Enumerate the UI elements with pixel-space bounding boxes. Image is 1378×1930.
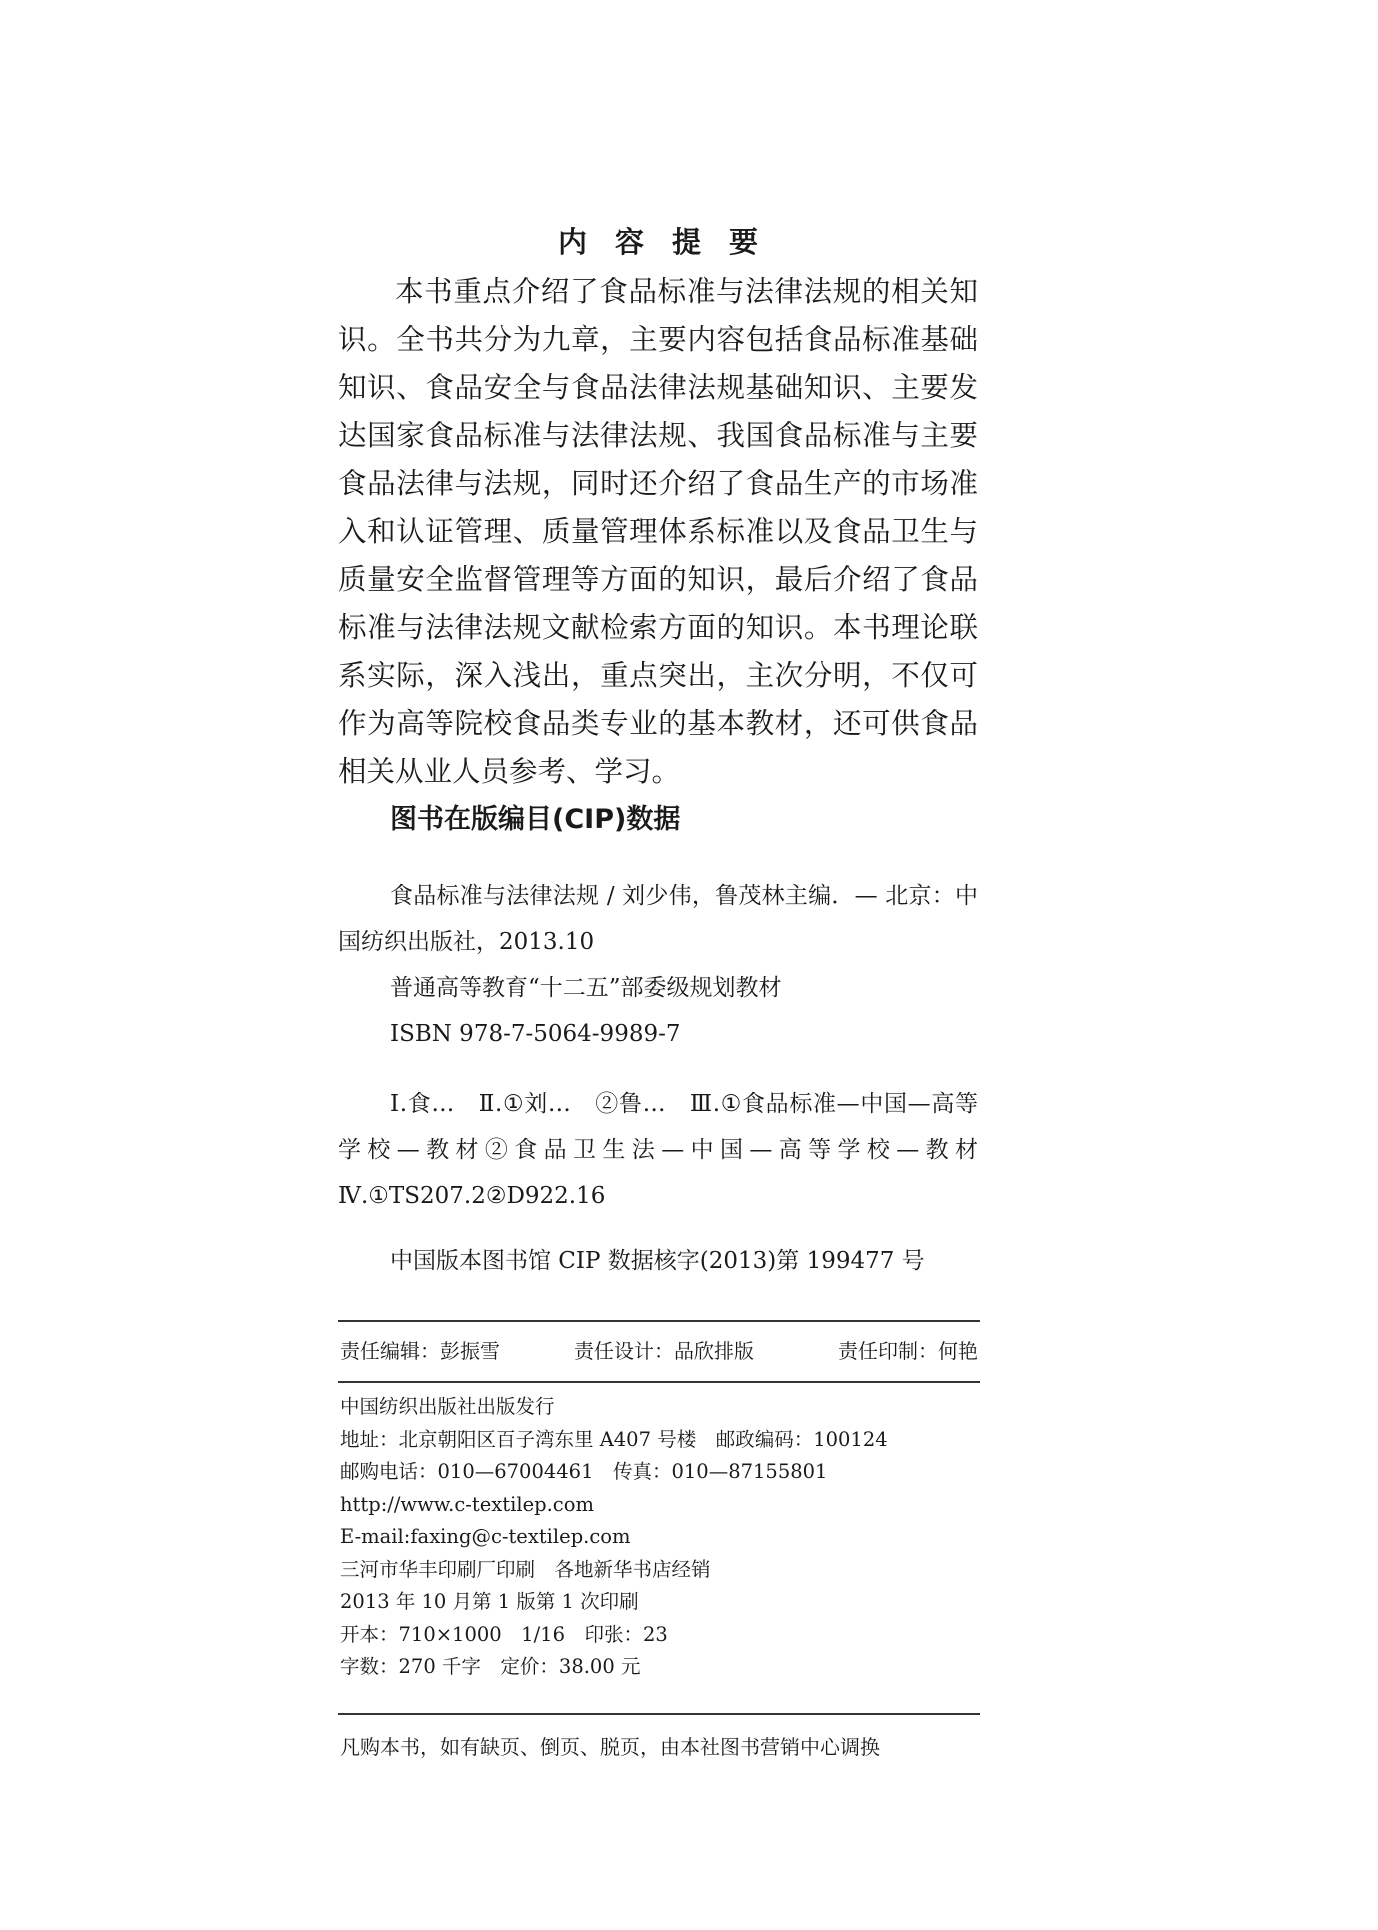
divider-top <box>338 1320 980 1322</box>
email-line: E-mail:faxing@c-textilep.com <box>340 1525 631 1548</box>
cip-title: 图书在版编目(CIP)数据 <box>390 804 681 835</box>
credit-editor: 责任编辑：彭振雪 <box>340 1339 500 1363</box>
cip-series: 普通高等教育“十二五”部委级规划教材 <box>390 975 782 1001</box>
website-line: http://www.c-textilep.com <box>340 1492 594 1516</box>
summary-body: 本书重点介绍了食品标准与法律法规的相关知识。全书共分为九章，主要内容包括食品标准基础知识、食品安全与食品法律法规基础知识、主要发达国家食品标准与法律法规、我国食品标准与主要食品法律与法规，同时还介绍了食品生产的市场准入和认证管理、质量管理体系标准以及食品卫生与质量安全监督管理等方面的知识，最后介绍了食品标准与法律法规文献检索方面的知识。本书理论联系实际，深入浅出，重点突出，主次分明，不仅可作为高等院校食品类专业的基本教材，还可供食品相关从业人员参考、学习。 <box>338 275 978 788</box>
cip-title-line: 食品标准与法律法规 / 刘少伟，鲁茂林主编．— 北京：中国纺织出版社，2013.10 <box>338 883 978 955</box>
divider-bottom <box>338 1713 980 1715</box>
format-line: 开本：710×1000 1/16 印张：23 <box>340 1622 668 1646</box>
edition-line: 2013 年 10 月第 1 版第 1 次印刷 <box>340 1590 639 1613</box>
credit-designer: 责任设计：品欣排版 <box>574 1339 754 1363</box>
cip-number: 中国版本图书馆 CIP 数据核字(2013)第 199477 号 <box>390 1248 925 1274</box>
cip-record <box>338 873 978 1057</box>
publication-info <box>340 1391 980 1684</box>
publisher-line: 中国纺织出版社出版发行 <box>340 1395 555 1418</box>
footer-notice: 凡购本书，如有缺页、倒页、脱页，由本社图书营销中心调换 <box>340 1735 880 1759</box>
phone-line: 邮购电话：010—67004461 传真：010—87155801 <box>340 1460 828 1483</box>
cip-classification: Ⅰ.食… Ⅱ.①刘… ②鲁… Ⅲ.①食品标准—中国—高等学校—教材②食品卫生法—中国—高等学校—教材 Ⅳ.①TS207.2②D922.16 <box>338 1091 1001 1209</box>
credit-printing: 责任印制：何艳 <box>838 1339 978 1363</box>
cip-isbn: ISBN 978-7-5064-9989-7 <box>390 1021 681 1047</box>
credits-row <box>338 1331 980 1371</box>
summary-title: 内容提要 <box>557 225 786 259</box>
address-line: 地址：北京朝阳区百子湾东里 A407 号楼 邮政编码：100124 <box>340 1427 888 1451</box>
divider-middle <box>338 1381 980 1383</box>
printer-line: 三河市华丰印刷厂印刷 各地新华书店经销 <box>340 1557 711 1581</box>
price-line: 字数：270 千字 定价：38.00 元 <box>340 1655 641 1678</box>
